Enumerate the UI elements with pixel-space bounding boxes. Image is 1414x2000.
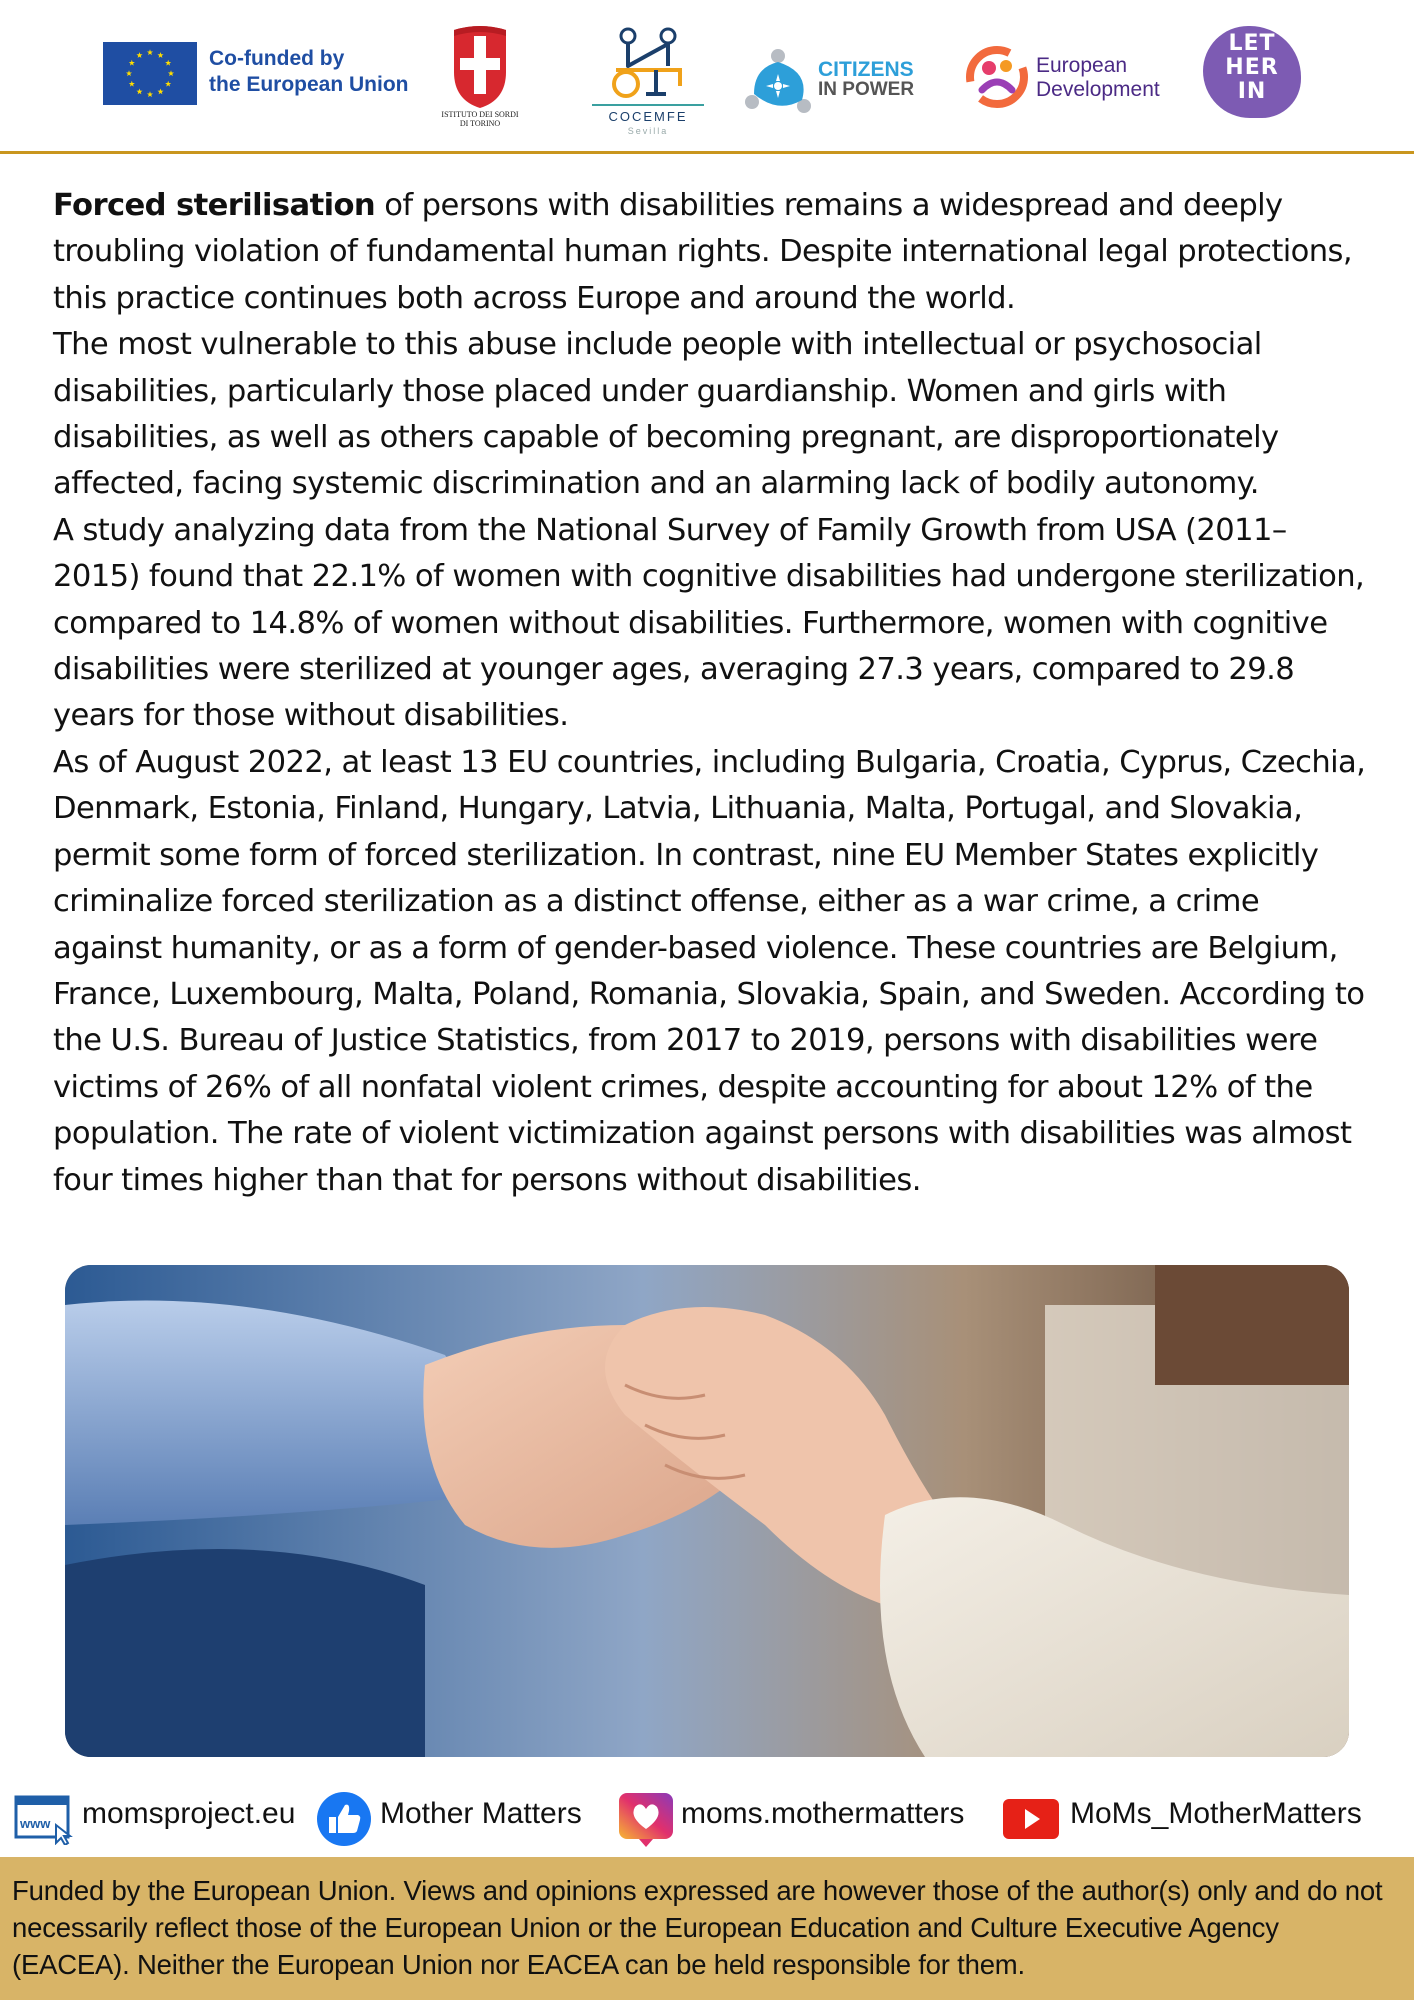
facebook-like-icon [316, 1791, 372, 1847]
ed-logo-line2: Development [1036, 78, 1160, 101]
citizens-in-power-icon [744, 48, 814, 116]
website-link[interactable] [14, 1787, 304, 1847]
disclaimer-text: Funded by the European Union. Views and opinions expressed are however those of the author(s) only and do not necessarily reflect those of the European Union or the European Education and Culture Executive Agency (EACEA). Neither the European Union nor EACEA can be held responsible for them. [12, 1875, 1383, 1980]
youtube-icon [1002, 1797, 1060, 1841]
svg-text:www: www [20, 1816, 51, 1831]
cocemfe-logo-sub: Sevilla [627, 126, 669, 136]
let-her-in-logo-text [1203, 32, 1301, 104]
torino-logo-line2: DI TORINO [459, 119, 501, 128]
citizens-logo-line2: IN POWER [818, 79, 915, 100]
website-label: momsproject.eu [82, 1797, 296, 1830]
instagram-icon [617, 1791, 677, 1847]
torino-crest-icon [452, 22, 508, 110]
let-her-in-line1: LET [1228, 31, 1276, 56]
torino-logo-line1: ISTITUTO DEI SORDI [441, 110, 519, 119]
article-paragraph-3: A study analyzing data from the National Survey of Family Growth from USA (2011–2015) found that 22.1% of women with cognitive disabilities had undergone sterilization, compared to 14.8% of women without disabilities. Furthermore, women with cognitive disabilities were sterilized at younger ages, averaging 27.3 years, compared to 29.8 years for those without disabilities. [53, 512, 1365, 734]
instagram-label: moms.mothermatters [681, 1797, 965, 1830]
eu-flag-icon [103, 42, 197, 105]
youtube-link[interactable] [1002, 1787, 1402, 1847]
eu-star [147, 91, 153, 97]
eu-star [157, 88, 163, 94]
eu-star [168, 70, 174, 76]
let-her-in-logo [1203, 26, 1301, 118]
social-links-bar [0, 1787, 1414, 1847]
youtube-label: MoMs_MotherMatters [1070, 1797, 1362, 1830]
eu-star [136, 52, 142, 58]
eu-logo-line2: the European Union [209, 73, 409, 96]
torino-logo-caption [430, 110, 530, 128]
article-body [53, 183, 1373, 1204]
article-lead-bold: Forced sterilisation [53, 188, 376, 223]
citizens-in-power-logo-text [818, 60, 914, 100]
eu-star [165, 81, 171, 87]
instagram-link[interactable] [617, 1787, 987, 1847]
eu-funding-disclaimer [0, 1857, 1414, 2000]
european-development-icon [966, 46, 1028, 108]
www-icon [14, 1795, 76, 1845]
facebook-link[interactable] [316, 1787, 606, 1847]
eu-star [129, 81, 135, 87]
eu-star [147, 49, 153, 55]
european-development-logo-text [1036, 54, 1160, 102]
article-paragraph-2: The most vulnerable to this abuse include people with intellectual or psychosocial disabilities, particularly those placed under guardianship. Women and girls with disabilities, as well as others capable of becoming pregnant, are disproportionately affected, facing systemic discrimination and an alarming lack of bodily autonomy. [53, 327, 1279, 502]
cocemfe-logo-name: COCEMFE [592, 104, 704, 124]
holding-hands-photo [65, 1265, 1349, 1757]
facebook-label: Mother Matters [380, 1797, 582, 1830]
partner-logos-header [0, 0, 1414, 154]
article-lead-rest: of persons with disabilities remains a widespread and deeply troubling violation of fundamental human rights. Despite international legal protections, this practice continues both across Europe and around the world. [53, 188, 1352, 316]
cocemfe-icon [606, 26, 690, 100]
let-her-in-line2: HER [1225, 55, 1279, 80]
eu-star [129, 60, 135, 66]
eu-star [157, 52, 163, 58]
eu-cofunded-logo-text [209, 46, 409, 98]
eu-star [165, 60, 171, 66]
ed-logo-line1: European [1036, 54, 1128, 77]
article-paragraph-4: As of August 2022, at least 13 EU countries, including Bulgaria, Croatia, Cyprus, Czechia, Denmark, Estonia, Finland, Hungary, Latvia, Lithuania, Malta, Portugal, and Slovakia, permit some form of forced sterilization. In contrast, nine EU Member States explicitly criminalize forced sterilization as a distinct offense, either as a war crime, a crime against humanity, or as a form of gender-based violence. These countries are Belgium, France, Luxembourg, Malta, Poland, Romania, Slovakia, Spain, and Sweden. According to the U.S. Bureau of Justice Statistics, from 2017 to 2019, persons with disabilities were victims of 26% of all nonfatal violent crimes, despite accounting for about 12% of the population. The rate of violent victimization against persons with disabilities was almost four times higher than that for persons without disabilities. [53, 744, 1366, 1198]
eu-star [136, 88, 142, 94]
eu-logo-line1: Co-funded by [209, 47, 345, 70]
let-her-in-line3: IN [1237, 79, 1267, 104]
article-paragraph-1 [53, 183, 1373, 322]
eu-star [126, 70, 132, 76]
citizens-logo-line1: CITIZENS [818, 58, 914, 81]
